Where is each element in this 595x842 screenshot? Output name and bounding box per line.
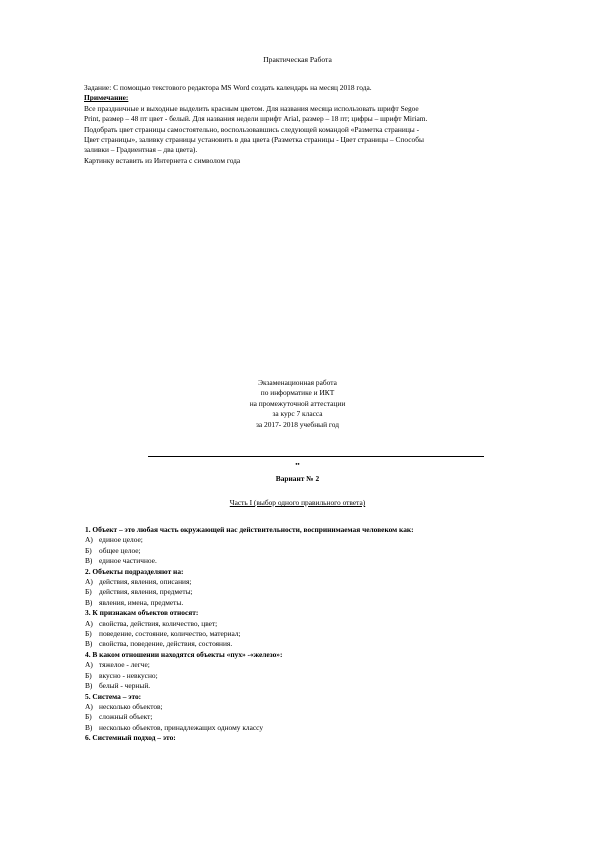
answer-option [85, 619, 545, 629]
answer-option [85, 598, 545, 608]
option-letter: Б) [85, 629, 92, 639]
option-letter: А) [85, 701, 93, 711]
option-text: белый - черный. [99, 681, 151, 691]
notes-label: Примечание: [84, 93, 129, 103]
answer-option [85, 671, 545, 681]
question-text: 5. Система – это: [85, 691, 142, 701]
answer-option [85, 546, 545, 556]
exam-header [0, 378, 595, 430]
option-text: явления, имена, предметы. [99, 597, 184, 607]
answer-option [85, 535, 545, 545]
notes-line: Подобрать цвет страницы самостоятельно, воспользовавшись следующей командой «Разметка страницы - [84, 124, 420, 134]
option-text: действия, явления, предметы; [99, 587, 193, 597]
answer-option [85, 712, 545, 722]
option-letter: В) [85, 639, 93, 649]
task-text: С помощью текстового редактора MS Word создать календарь на месяц 2018 года. [111, 83, 372, 92]
question-text: 6. Системный подход – это: [85, 733, 176, 743]
separator-mark: •• [295, 462, 300, 468]
answer-option [85, 587, 545, 597]
horizontal-rule [148, 456, 484, 457]
answer-option [85, 702, 545, 712]
option-letter: А) [85, 618, 93, 628]
option-letter: А) [85, 577, 93, 587]
option-text: общее целое; [99, 545, 141, 555]
exam-header-line: по информатике и ИКТ [260, 388, 335, 398]
option-text: несколько объектов, принадлежащих одному классу [99, 722, 264, 732]
option-letter: В) [85, 722, 93, 732]
option-text: свойства, действия, количество, цвет; [99, 618, 218, 628]
option-letter: Б) [85, 712, 92, 722]
option-letter: В) [85, 681, 93, 691]
practical-work-title: Практическая Работа [263, 55, 332, 64]
option-letter: В) [85, 556, 93, 566]
task-block [84, 83, 524, 166]
option-letter: Б) [85, 545, 92, 555]
question-text: 4. В каком отношении находятся объекты «пух» -«железо»: [85, 649, 283, 659]
option-letter: Б) [85, 670, 92, 680]
variant-heading: Вариант № 2 [275, 474, 320, 483]
answer-option [85, 723, 545, 733]
answer-option [85, 556, 545, 566]
answer-option [85, 577, 545, 587]
question-text: 3. К признакам объектов относят: [85, 608, 199, 618]
option-text: единое целое; [99, 535, 143, 545]
exam-header-line: Экзаменационная работа [258, 378, 337, 387]
option-letter: А) [85, 535, 93, 545]
notes-line: Цвет страницы», заливку страницы установить в два цвета (Разметка страницы - Цвет страницы – Способы [84, 135, 424, 145]
option-text: вкусно - невкусно; [99, 670, 158, 680]
part-heading: Часть I (выбор одного правильного ответа) [229, 498, 366, 507]
option-letter: Б) [85, 587, 92, 597]
notes-line: Print, размер – 48 пт цвет - белый. Для названия недели шрифт Arial, размер – 18 пт; цифры – шрифт Miriam. [84, 114, 428, 124]
option-text: свойства, поведение, действия, состояния. [99, 639, 233, 649]
task-line [84, 83, 524, 93]
answer-option [85, 681, 545, 691]
notes-line: Все праздничные и выходные выделить красным цветом. Для названия месяца использовать шрифт Segoe [84, 103, 419, 113]
question-text: 2. Объекты подразделяют на: [85, 566, 184, 576]
option-letter: А) [85, 660, 93, 670]
notes-line: Картинку вставить из Интернета с символом года [84, 155, 241, 165]
option-text: сложный объект; [99, 712, 153, 722]
exam-header-line: за курс 7 класса [272, 409, 323, 419]
notes-line: заливки – Градиентная – два цвета). [84, 145, 198, 155]
option-text: поведение, состояние, количество, материал; [99, 629, 241, 639]
option-text: действия, явления, описания; [99, 577, 192, 587]
option-text: единое частичное. [99, 556, 157, 566]
answer-option [85, 639, 545, 649]
question-text: 1. Объект – это любая часть окружающей нас действительности, воспринимаемая человеком как: [85, 525, 414, 534]
answer-option [85, 660, 545, 670]
task-label: Задание: [84, 83, 112, 92]
option-text: тяжелое - легче; [99, 660, 150, 670]
exam-header-line: на промежуточной аттестации [249, 398, 346, 408]
option-letter: В) [85, 597, 93, 607]
question-list [85, 525, 545, 744]
option-text: несколько объектов; [99, 701, 163, 711]
answer-option [85, 629, 545, 639]
exam-header-line: за 2017- 2018 учебный год [255, 419, 340, 429]
